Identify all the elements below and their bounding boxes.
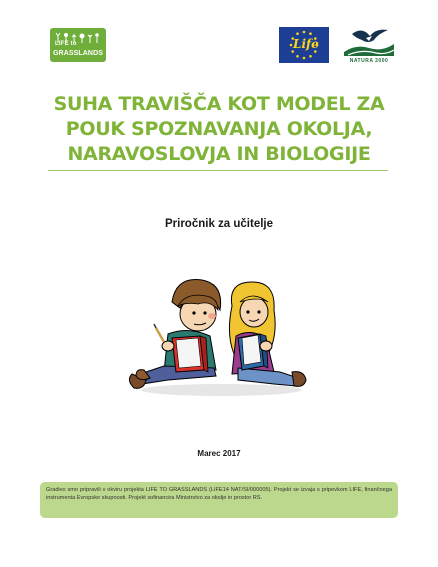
document-subtitle: Priročnik za učitelje: [164, 218, 273, 230]
natura-caption: NATURA 2000: [349, 58, 389, 64]
natura-2000-logo: [342, 22, 396, 68]
life-to-grasslands-logo: [50, 28, 106, 62]
document-title: [40, 92, 398, 167]
publication-date: Marec 2017: [197, 449, 241, 458]
logo-life-to-text: LIFE to: [55, 41, 77, 47]
children-reading-illustration: [128, 276, 314, 398]
title-divider: [48, 170, 388, 171]
eu-life-text: Life: [293, 37, 319, 51]
eu-life-logo: [279, 27, 329, 63]
title-line-3: NARAVOSLOVJA IN BIOLOGIJE: [67, 143, 371, 165]
logo-grasslands-text: GRASSLANDS: [53, 50, 104, 57]
funding-note-box: [40, 482, 398, 518]
title-line-1: SUHA TRAVIŠČA KOT MODEL ZA: [53, 93, 385, 115]
natura-bird-icon: [342, 22, 396, 58]
title-line-2: POUK SPOZNAVANJA OKOLJA,: [65, 118, 373, 140]
funding-note-text: Gradivo smo pripravili v okviru projekta LIFE TO GRASSLANDS (LIFE14 NAT/SI/000005). Projekt se izvaja s pripevkom LIFE, finančnega instrumenta Evropske skupnosti. Projekt sofinancira Ministrstvo za okolje in prostor RS.: [46, 487, 392, 501]
